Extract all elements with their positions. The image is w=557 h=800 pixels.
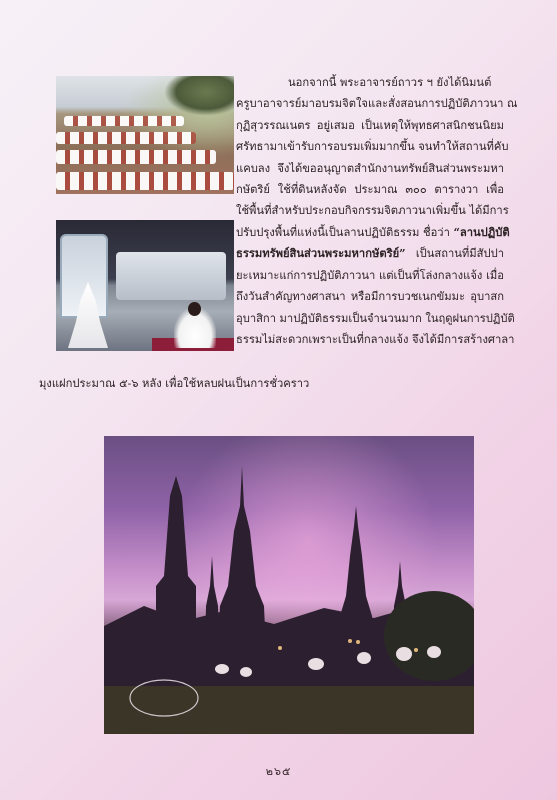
text-line: ถึงวันสำคัญทางศาสนา หรือมีการบวชเนกขัมมะ อุบาสก	[236, 290, 504, 303]
page-number: ๒๖๕	[265, 765, 292, 778]
photo-trees	[164, 76, 234, 116]
photo-meditator	[174, 308, 216, 348]
text-line	[236, 243, 504, 264]
bold-title-end: ธรรมทรัพย์สินส่วนพระมหากษัตริย์”	[236, 246, 406, 260]
text-line: อุบาสิกา มาปฏิบัติธรรมเป็นจำนวนมาก ในฤดูฝนการปฏิบัติ	[236, 312, 515, 325]
text-line: มุงแฝกประมาณ ๕-๖ หลัง เพื่อใช้หลบฝนเป็นการชั่วคราว	[39, 377, 310, 390]
text-line: แคบลง จึงได้ขออนุญาตสำนักงานทรัพย์สินส่วนพระมหา	[236, 162, 504, 175]
photo-row	[56, 172, 234, 190]
text-line: ยะเหมาะแก่การปฏิบัติภาวนา แต่เป็นที่โล่งกลางแจ้ง เมื่อ	[236, 269, 504, 282]
photo-wall	[116, 252, 226, 300]
text-line: ใช้พื้นที่สำหรับประกอบกิจกรรมจิตภาวนาเพิ่มขึ้น ได้มีการ	[236, 204, 509, 217]
text-line: ศรัทธามาเข้ารับการอบรมเพิ่มมากขึ้น จนทำให้สถานที่คับ	[236, 140, 509, 153]
photo-row	[56, 150, 216, 164]
text-line: กษัตริย์ ใช้ที่ดินหลังจัด ประมาณ ๓๐๐ ตารางวา เพื่อ	[236, 183, 504, 196]
text-line: ธรรมไม่สะดวกเพราะเป็นที่กลางแจ้ง จึงได้มีการสร้างศาลา	[236, 333, 515, 346]
photo-row	[56, 132, 196, 144]
bold-title-start: “ลานปฏิบัติ	[453, 225, 510, 239]
text-line: กุฏิสุวรรณเนตร อยู่เสมอ เป็นเหตุให้พุทธศาสนิกชนนิยม	[236, 119, 504, 132]
meditation-group-photo	[56, 76, 234, 194]
temple-dusk-photo	[104, 436, 474, 734]
photo-row	[64, 116, 184, 126]
text-line: นอกจากนี้ พระอาจารย์ถาวร ฯ ยังได้นิมนต์	[288, 76, 492, 89]
shrine-meditation-photo	[56, 220, 234, 351]
text-line: ครูบาอาจารย์มาอบรมจิตใจและสั่งสอนการปฏิบัติภาวนา ณ	[236, 97, 518, 110]
text-segment: เป็นสถานที่มีสัปปา	[415, 247, 504, 260]
text-line	[236, 222, 510, 243]
text-segment: ปรับปรุงพื้นที่แห่งนี้เป็นลานปฏิบัติธรรม ชื่อว่า	[236, 226, 450, 239]
temple-silhouette	[104, 436, 474, 734]
